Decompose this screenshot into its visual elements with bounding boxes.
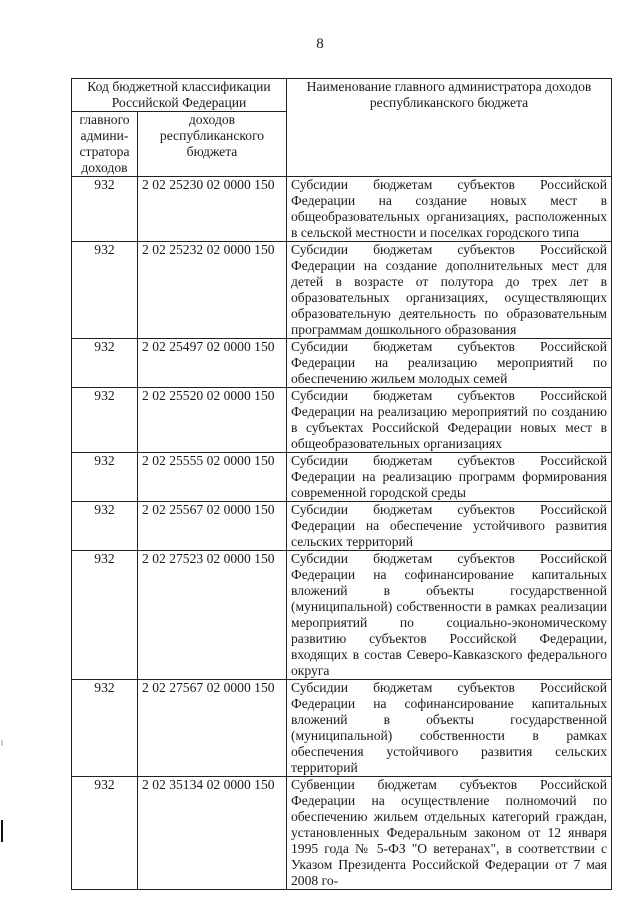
income-code-cell: 2 02 25497 02 0000 150 bbox=[138, 339, 287, 388]
header-budget-classification-code: Код бюджетной классификации Российской Федерации bbox=[72, 79, 287, 112]
admin-code-cell: 932 bbox=[72, 502, 138, 551]
admin-code-cell: 932 bbox=[72, 453, 138, 502]
description-cell: Субсидии бюджетам субъектов Российской Федерации на создание дополнительных мест для детей в возрасте от полутора до трех лет в образовательных организациях, осуществляющих образовательную деятельность по образовательным программам дошкольного образования bbox=[287, 242, 612, 339]
admin-code-cell: 932 bbox=[72, 777, 138, 890]
income-code-cell: 2 02 25232 02 0000 150 bbox=[138, 242, 287, 339]
admin-code-cell: 932 bbox=[72, 388, 138, 453]
header-republic-income: доходов республиканского бюджета bbox=[138, 112, 287, 177]
admin-code-cell: 932 bbox=[72, 339, 138, 388]
admin-code-cell: 932 bbox=[72, 242, 138, 339]
income-code-cell: 2 02 25520 02 0000 150 bbox=[138, 388, 287, 453]
description-cell: Субсидии бюджетам субъектов Российской Федерации на обеспечение устойчивого развития сельских территорий bbox=[287, 502, 612, 551]
header-administrator-name: Наименование главного администратора доходов республиканского бюджета bbox=[287, 79, 612, 177]
description-cell: Субсидии бюджетам субъектов Российской Федерации на реализацию программ формирования современной городской среды bbox=[287, 453, 612, 502]
income-code-cell: 2 02 25230 02 0000 150 bbox=[138, 177, 287, 242]
description-cell: Субсидии бюджетам субъектов Российской Федерации на софинансирование капитальных вложений в объекты государственной (муниципальной) собственности в рамках реализации мероприятий по социально-экономическому развитию субъектов Российской Федерации, входящих в состав Северо-Кавказского федерального округа bbox=[287, 551, 612, 680]
income-code-cell: 2 02 25567 02 0000 150 bbox=[138, 502, 287, 551]
income-code-cell: 2 02 25555 02 0000 150 bbox=[138, 453, 287, 502]
header-main-administrator: главного админи-стратора доходов bbox=[72, 112, 138, 177]
page-number: 8 bbox=[316, 36, 324, 52]
description-cell: Субвенции бюджетам субъектов Российской Федерации на осуществление полномочий по обеспечению жильем отдельных категорий граждан, установленных Федеральным законом от 12 января 1995 года № 5-ФЗ "О ветеранах", в соответствии с Указом Президента Российской Федерации от 7 мая 2008 го- bbox=[287, 777, 612, 890]
description-cell: Субсидии бюджетам субъектов Российской Федерации на создание новых мест в общеобразовательных организациях, расположенных в сельской местности и поселках городского типа bbox=[287, 177, 612, 242]
admin-code-cell: 932 bbox=[72, 551, 138, 680]
description-cell: Субсидии бюджетам субъектов Российской Федерации на софинансирование капитальных вложений в объекты государственной (муниципальной) собственности в рамках обеспечения устойчивого развития сельских территорий bbox=[287, 680, 612, 777]
income-code-cell: 2 02 27567 02 0000 150 bbox=[138, 680, 287, 777]
admin-code-cell: 932 bbox=[72, 680, 138, 777]
income-code-cell: 2 02 27523 02 0000 150 bbox=[138, 551, 287, 680]
description-cell: Субсидии бюджетам субъектов Российской Федерации на реализацию мероприятий по обеспечению жильем молодых семей bbox=[287, 339, 612, 388]
admin-code-cell: 932 bbox=[72, 177, 138, 242]
description-cell: Субсидии бюджетам субъектов Российской Федерации на реализацию мероприятий по созданию в субъектах Российской Федерации новых мест в общеобразовательных организациях bbox=[287, 388, 612, 453]
income-code-cell: 2 02 35134 02 0000 150 bbox=[138, 777, 287, 890]
